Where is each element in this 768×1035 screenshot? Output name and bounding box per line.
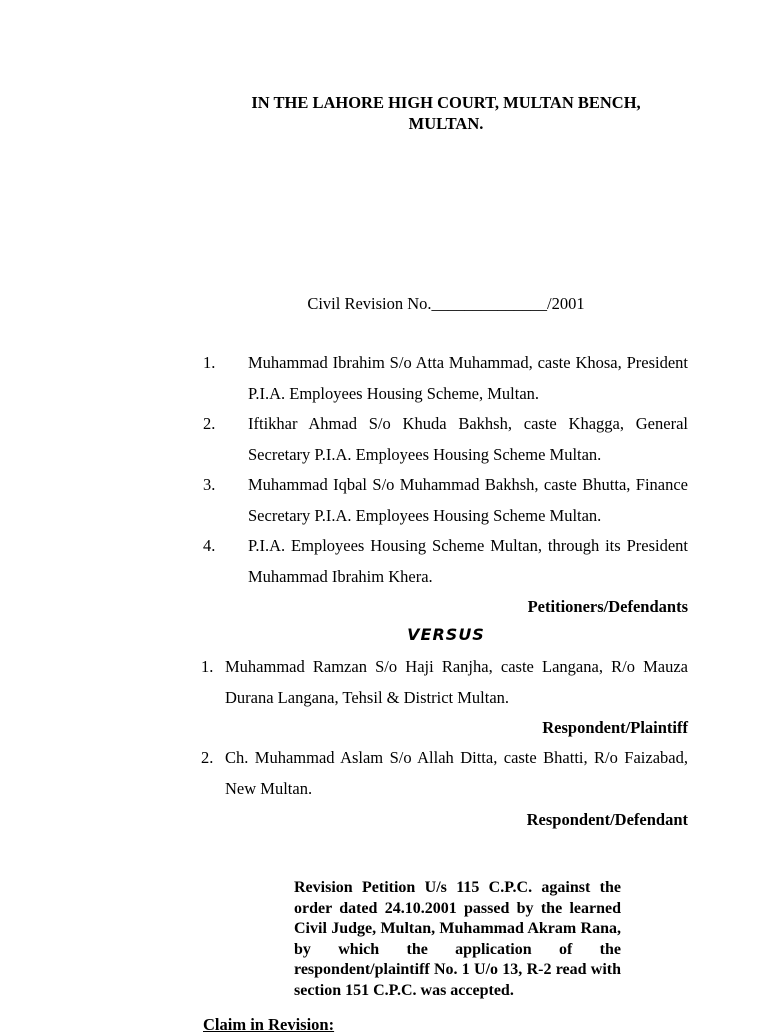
petitioner-text: Muhammad Iqbal S/o Muhammad Bakhsh, caste Bhutta, Finance Secretary P.I.A. Employees Housing Scheme Multan. <box>248 475 688 525</box>
petitioner-number: 4. <box>203 536 216 555</box>
court-title <box>200 92 692 134</box>
respondent-text: Muhammad Ramzan S/o Haji Ranjha, caste Langana, R/o Mauza Durana Langana, Tehsil & District Multan. <box>225 657 688 707</box>
claim-heading: Claim in Revision: <box>203 1015 335 1034</box>
petitioner-number: 2. <box>203 414 216 433</box>
petitioner-item <box>0 470 768 531</box>
respondent-label: Respondent/Plaintiff <box>542 718 688 737</box>
respondent-label: Respondent/Defendant <box>526 810 688 829</box>
petition-subject: Revision Petition U/s 115 C.P.C. against the order dated 24.10.2001 passed by the learned Civil Judge, Multan, Muhammad Akram Rana, by which the application of the respondent/plaintiff No. 1 U/o 13, R-2 read with section 151 C.P.C. was accepted. <box>294 879 621 999</box>
petitioner-text: Muhammad Ibrahim S/o Atta Muhammad, caste Khosa, President P.I.A. Employees Housing Scheme, Multan. <box>248 353 688 403</box>
petitioner-text: Iftikhar Ahmad S/o Khuda Bakhsh, caste Khagga, General Secretary P.I.A. Employees Housing Scheme Multan. <box>248 414 688 464</box>
petitioner-item <box>0 531 768 592</box>
case-number: Civil Revision No.______________/2001 <box>307 294 585 313</box>
respondent-number: 2. <box>201 748 214 767</box>
respondent-number: 1. <box>201 657 214 676</box>
petitioner-item <box>0 348 768 409</box>
respondent-text: Ch. Muhammad Aslam S/o Allah Ditta, caste Bhatti, R/o Faizabad, New Multan. <box>225 748 688 798</box>
petitioner-text: P.I.A. Employees Housing Scheme Multan, through its President Muhammad Ibrahim Khera. <box>248 536 688 586</box>
petitioners-label: Petitioners/Defendants <box>527 597 688 616</box>
petitioner-number: 3. <box>203 475 216 494</box>
court-title-line-2: MULTAN. <box>408 114 484 133</box>
petitioners-list <box>0 348 768 592</box>
petitioner-number: 1. <box>203 353 216 372</box>
versus-heading: VERSUS <box>407 625 485 644</box>
petitioner-item <box>0 409 768 470</box>
court-title-line-1: IN THE LAHORE HIGH COURT, MULTAN BENCH, <box>251 93 641 112</box>
